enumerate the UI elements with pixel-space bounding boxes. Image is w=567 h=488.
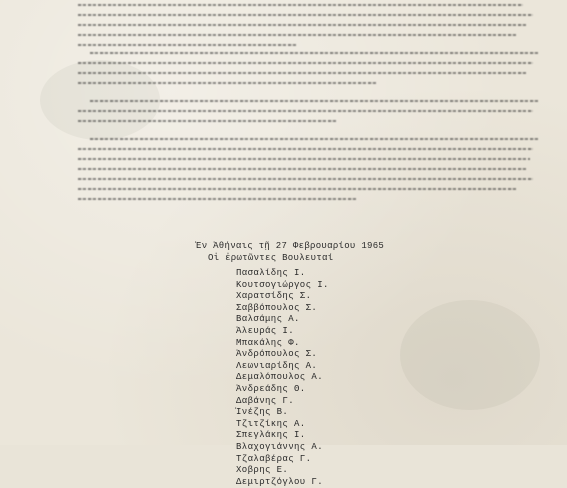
signatories-list: [236, 268, 329, 488]
signatory-name: Κουτσογιώργος Ι.: [236, 279, 329, 290]
signatory-name: Πασαλίδης Ι.: [236, 268, 306, 278]
signatory-name: Βλαχογιάννης Α.: [236, 441, 324, 452]
paragraph-3: [78, 100, 538, 130]
signatory-name: Χαρατσίδης Σ.: [236, 291, 312, 302]
signatory-name: Ἀνδρεάδης Θ.: [236, 383, 306, 394]
paper-stain: [400, 300, 540, 410]
signatory-name: Λεωνιαρίδης Α.: [236, 360, 318, 371]
signatory-name: Δεμαλόπουλος Α.: [236, 372, 324, 383]
signatory-name: Ἀλευράς Ι.: [236, 325, 295, 336]
signatory-name: Ἀνδρόπουλος Σ.: [236, 349, 318, 360]
signatory-name: Τζαλαβέρας Γ.: [236, 453, 312, 464]
dateline: Ἐν Ἀθήναις τῇ 27 Φεβρουαρίου 1965: [196, 241, 385, 251]
signatory-name: Βαλσάμης Α.: [236, 314, 300, 325]
signatory-name: Μπακάλης Φ.: [236, 337, 300, 348]
signatory-name: Δαβάνης Γ.: [236, 395, 295, 406]
paragraph-1: [78, 4, 538, 54]
signatory-name: Τζιτζίκης Α.: [236, 418, 306, 429]
paragraph-2: [78, 52, 538, 92]
paragraph-4: [78, 138, 538, 208]
signatory-name: Σαββόπουλος Σ.: [236, 302, 318, 313]
signatory-name: Σπεγλάκης Ι.: [236, 430, 306, 441]
signatories-heading: Οἱ ἐρωτῶντες Βουλευταί: [208, 253, 334, 263]
signatory-name: Χοβρης Ε.: [236, 465, 289, 476]
signatory-name: Ἰνέζης Β.: [236, 407, 289, 418]
signatory-name: Δεμιρτζόγλου Γ.: [236, 476, 324, 487]
